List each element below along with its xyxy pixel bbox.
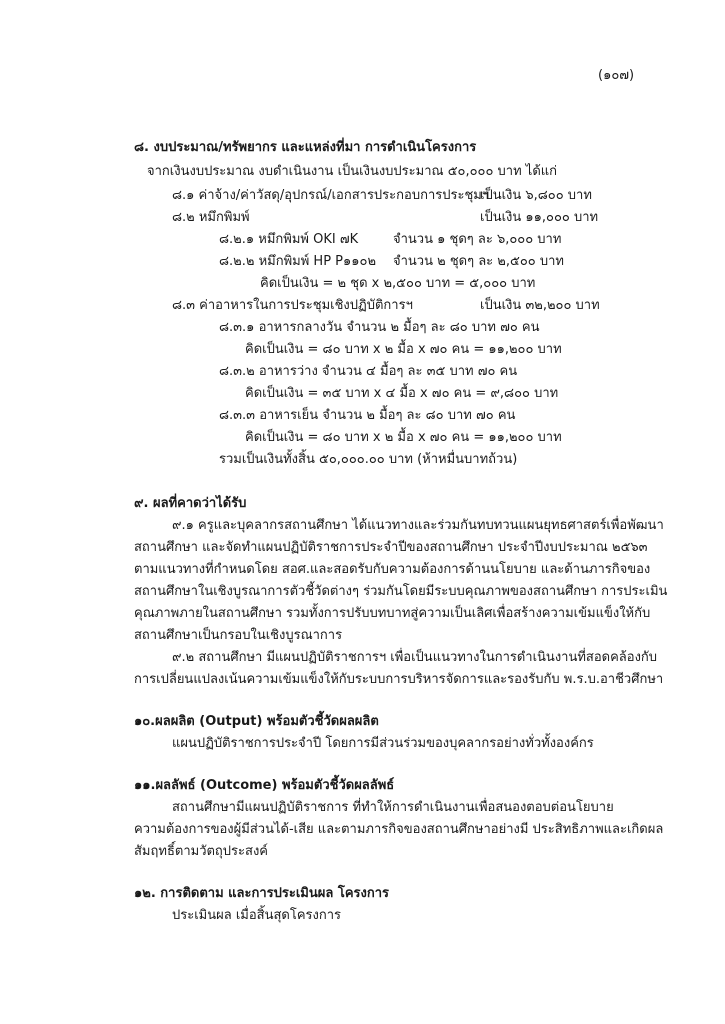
section-10-text: แผนปฏิบัติราชการประจำปี โดยการมีส่วนร่วมของบุคลากรอย่างทั่วทั้งองค์กร (172, 736, 594, 751)
item-8-2-1-detail: จำนวน ๑ ชุดๆ ละ ๖,๐๐๐ บาท (393, 232, 562, 247)
paragraph-line: สถานศึกษามีแผนปฏิบัติราชการ ที่ทำให้การดำเนินงานเพื่อสนองตอบต่อนโยบาย (172, 800, 614, 815)
item-8-2-amount: เป็นเงิน ๑๑,๐๐๐ บาท (480, 210, 599, 225)
item-8-3-3-calculation: คิดเป็นเงิน = ๘๐ บาท x ๒ มื้อ x ๗๐ คน = ๑๑,๒๐๐ บาท (245, 430, 562, 445)
item-8-3-1: ๘.๓.๑ อาหารกลางวัน จำนวน ๒ มื้อๆ ละ ๘๐ บาท ๗๐ คน (219, 320, 540, 335)
section-12-heading: ๑๒. การติดตาม และการประเมินผล โครงการ (134, 886, 390, 901)
paragraph-line: ความต้องการของผู้มีส่วนได้-เสีย และตามภารกิจของสถานศึกษาอย่างมี ประสิทธิภาพและเกิดผล (134, 822, 664, 837)
item-8-1-amount: เป็นเงิน ๖,๘๐๐ บาท (480, 188, 592, 203)
section-11-heading: ๑๑.ผลลัพธ์ (Outcome) พร้อมตัวชี้วัดผลลัพธ์ (134, 778, 395, 793)
section-8-intro: จากเงินงบประมาณ งบดำเนินงาน เป็นเงินงบประมาณ ๕๐,๐๐๐ บาท ได้แก่ (147, 164, 558, 179)
item-8-2-1-label: ๘.๒.๑ หมึกพิมพ์ OKI ๗K (219, 232, 359, 247)
page-number: (๑๐๗) (598, 68, 635, 83)
item-8-2-2-label: ๘.๒.๒ หมึกพิมพ์ HP P๑๑๐๒ (219, 254, 377, 269)
item-8-2-2-detail: จำนวน ๒ ชุดๆ ละ ๒,๕๐๐ บาท (393, 254, 564, 269)
item-8-3-amount: เป็นเงิน ๓๒,๒๐๐ บาท (480, 298, 600, 313)
paragraph-line: สถานศึกษา และจัดทำแผนปฏิบัติราชการประจำปีของสถานศึกษา ประจำปีงบประมาณ ๒๕๖๓ (134, 540, 648, 555)
item-8-2-label: ๘.๒ หมึกพิมพ์ (172, 210, 250, 225)
item-8-3-label: ๘.๓ ค่าอาหารในการประชุมเชิงปฏิบัติการฯ (172, 298, 413, 313)
item-8-3-1-calculation: คิดเป็นเงิน = ๘๐ บาท x ๒ มื้อ x ๗๐ คน = ๑๑,๒๐๐ บาท (245, 342, 562, 357)
paragraph-line: ๙.๒ สถานศึกษา มีแผนปฏิบัติราชการฯ เพื่อเป็นแนวทางในการดำเนินงานที่สอดคล้องกับ (172, 650, 658, 665)
paragraph-line: ๙.๑ ครูและบุคลากรสถานศึกษา ได้แนวทางและร่วมกันทบทวนแผนยุทธศาสตร์เพื่อพัฒนา (172, 518, 664, 533)
item-8-3-2: ๘.๓.๒ อาหารว่าง จำนวน ๔ มื้อๆ ละ ๓๕ บาท ๗๐ คน (219, 364, 518, 379)
paragraph-line: ตามแนวทางที่กำหนดโดย สอศ.และสอดรับกับความต้องการด้านนโยบาย และด้านภารกิจของ (134, 562, 651, 577)
section-9-heading: ๙. ผลที่คาดว่าได้รับ (134, 496, 247, 511)
section-8-heading: ๘. งบประมาณ/ทรัพยากร และแหล่งที่มา การดำเนินโครงการ (134, 140, 477, 155)
paragraph-line: สถานศึกษาในเชิงบูรณาการตัวชี้วัดต่างๆ ร่วมกันโดยมีระบบคุณภาพของสถานศึกษา การประเมิน (134, 584, 668, 599)
item-8-3-2-calculation: คิดเป็นเงิน = ๓๕ บาท x ๔ มื้อ x ๗๐ คน = ๙,๘๐๐ บาท (245, 386, 559, 401)
budget-total: รวมเป็นเงินทั้งสิ้น ๕๐,๐๐๐.๐๐ บาท (ห้าหมื่นบาทถ้วน) (219, 452, 518, 467)
paragraph-line: สัมฤทธิ์ตามวัตถุประสงค์ (134, 844, 268, 859)
paragraph-line: สถานศึกษาเป็นกรอบในเชิงบูรณาการ (134, 628, 343, 643)
item-8-1-label: ๘.๑ ค่าจ้าง/ค่าวัสดุ/อุปกรณ์/เอกสารประกอบการประชุมฯ (172, 188, 490, 203)
item-8-2-2-calculation: คิดเป็นเงิน = ๒ ชุด x ๒,๕๐๐ บาท = ๕,๐๐๐ บาท (260, 276, 536, 291)
item-8-3-3: ๘.๓.๓ อาหารเย็น จำนวน ๒ มื้อๆ ละ ๘๐ บาท ๗๐ คน (219, 408, 516, 423)
section-10-heading: ๑๐.ผลผลิต (Output) พร้อมตัวชี้วัดผลผลิต (134, 714, 379, 729)
paragraph-line: คุณภาพภายในสถานศึกษา รวมทั้งการปรับบทบาทสู่ความเป็นเลิศเพื่อสร้างความเข้มแข็งให้กับ (134, 606, 651, 621)
section-12-text: ประเมินผล เมื่อสิ้นสุดโครงการ (172, 908, 342, 923)
paragraph-line: การเปลี่ยนแปลงเน้นความเข้มแข็งให้กับระบบการบริหารจัดการและรองรับกับ พ.ร.บ.อาชีวศึกษา (134, 672, 664, 687)
